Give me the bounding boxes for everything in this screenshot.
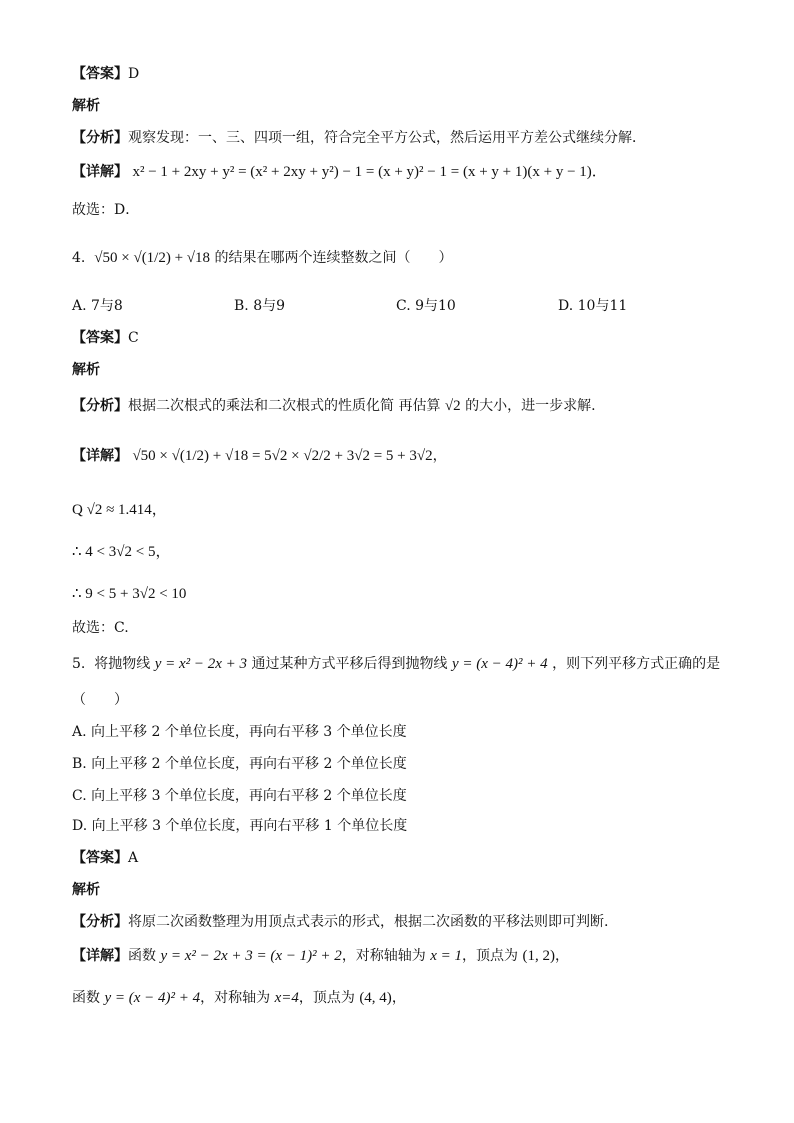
fenxi-text: 将原二次函数整理为用顶点式表示的形式，根据二次函数的平移法则即可判断. (128, 914, 609, 930)
q3-analysis-title (72, 96, 100, 116)
answer-tag: 【答案】 (72, 66, 128, 82)
fenxi-tag: 【分析】 (72, 914, 128, 930)
question-number: 5. (72, 656, 86, 672)
formula: y = x² − 2x + 3 = (x − 1)² + 2 (160, 948, 342, 964)
q5-answer-line (72, 848, 138, 868)
q5-fenxi (72, 912, 608, 932)
analysis-title: 解析 (72, 362, 100, 378)
q5-step1 (72, 946, 569, 966)
answer-value: A (128, 850, 139, 866)
text: ， (391, 990, 406, 1006)
q5-stem-math2: y = (x − 4)² + 4 (451, 656, 548, 672)
fenxi-text-b: 的大小，进一步求解. (465, 398, 596, 414)
option-b: B. 8与9 (234, 298, 286, 314)
fenxi-text: 观察发现：一、三、四项一组，符合完全平方公式，然后运用平方差公式继续分解． (128, 130, 646, 146)
xiangjie-tag: 【详解】 (72, 948, 128, 964)
option-d: D. 向上平移 3 个单位长度，再向右平移 1 个单位长度 (72, 818, 408, 834)
q5-stem-c: ，则下列平移方式正确的是 (552, 656, 721, 672)
q4-step3: ∴ 4 < 3√2 < 5， (72, 544, 171, 560)
xiangjie-tag: 【详解】 (72, 448, 128, 464)
q4-step2: Q √2 ≈ 1.414， (72, 502, 167, 518)
q4-analysis-title (72, 360, 100, 380)
text: ，对称轴为 (200, 990, 271, 1006)
xiangjie-tag: 【详解】 (72, 164, 128, 180)
q4-conclusion: 故选：C. (72, 620, 129, 636)
question-number: 4. (72, 250, 86, 266)
q5-analysis-title (72, 880, 100, 900)
q5-stem-math1: y = x² − 2x + 3 (154, 656, 248, 672)
q4-xiangjie: 【详解】 √50 × √(1/2) + √18 = 5√2 × √2/2 + 3√2 = 5 + 3√2， (72, 448, 447, 464)
q3-xiangjie (72, 162, 607, 182)
text: ，顶点为 (298, 990, 355, 1006)
fenxi-tag: 【分析】 (72, 130, 128, 146)
formula: y = (x − 4)² + 4 (104, 990, 201, 1006)
q4-step4: ∴ 9 < 5 + 3√2 < 10 (72, 586, 187, 602)
analysis-title: 解析 (72, 882, 100, 898)
q3-answer-line (72, 64, 139, 84)
q3-formula: x² − 1 + 2xy + y² = (x² + 2xy + y²) − 1 = (x + y)² − 1 = (x + y + 1)(x + y − 1)． (132, 164, 607, 180)
q4-stem (72, 248, 453, 268)
q4-step1-math: √50 × √(1/2) + √18 = 5√2 × √2/2 + 3√2 = 5 + 3√2 (132, 448, 433, 464)
option-d: D. 10与11 (558, 298, 628, 314)
answer-tag: 【答案】 (72, 850, 128, 866)
q3-fenxi (72, 128, 646, 148)
sqrt2: √2 (444, 398, 461, 414)
fenxi-tag: 【分析】 (72, 398, 128, 414)
vertex-value: (4, 4) (359, 990, 392, 1006)
text: 函数 (72, 990, 100, 1006)
analysis-title: 解析 (72, 98, 100, 114)
q5-step2 (72, 988, 406, 1008)
option-a: A. 向上平移 2 个单位长度，再向右平移 3 个单位长度 (72, 724, 407, 740)
text: 函数 (128, 948, 156, 964)
answer-tag: 【答案】 (72, 330, 128, 346)
q3-conclusion: 故选：D． (72, 202, 140, 218)
fenxi-text-a: 根据二次根式的乘法和二次根式的性质化简 再估算 (128, 398, 441, 414)
answer-value: D (128, 66, 140, 82)
q4-stem-math: √50 × √(1/2) + √18 (94, 250, 211, 266)
option-b: B. 向上平移 2 个单位长度，再向右平移 2 个单位长度 (72, 756, 407, 772)
answer-value: C (128, 330, 139, 346)
q4-stem-text: 的结果在哪两个连续整数之间（ ） (214, 250, 453, 266)
text: ，对称轴轴为 (341, 948, 426, 964)
axis-value: x = 1 (430, 948, 463, 964)
q5-stem-b: 通过某种方式平移后得到抛物线 (251, 656, 448, 672)
option-c: C. 向上平移 3 个单位长度，再向右平移 2 个单位长度 (72, 788, 407, 804)
text: ， (555, 948, 569, 964)
option-a: A. 7与8 (72, 298, 123, 314)
text: ，顶点为 (462, 948, 519, 964)
q5-stem-a: 将抛物线 (94, 656, 151, 672)
q5-stem (72, 654, 720, 674)
q5-paren: （ ） (72, 692, 128, 708)
q4-answer-line (72, 328, 139, 348)
q4-fenxi (72, 396, 596, 416)
vertex-value: (1, 2) (522, 948, 555, 964)
axis-value: x=4 (274, 990, 299, 1006)
option-c: C. 9与10 (396, 298, 456, 314)
